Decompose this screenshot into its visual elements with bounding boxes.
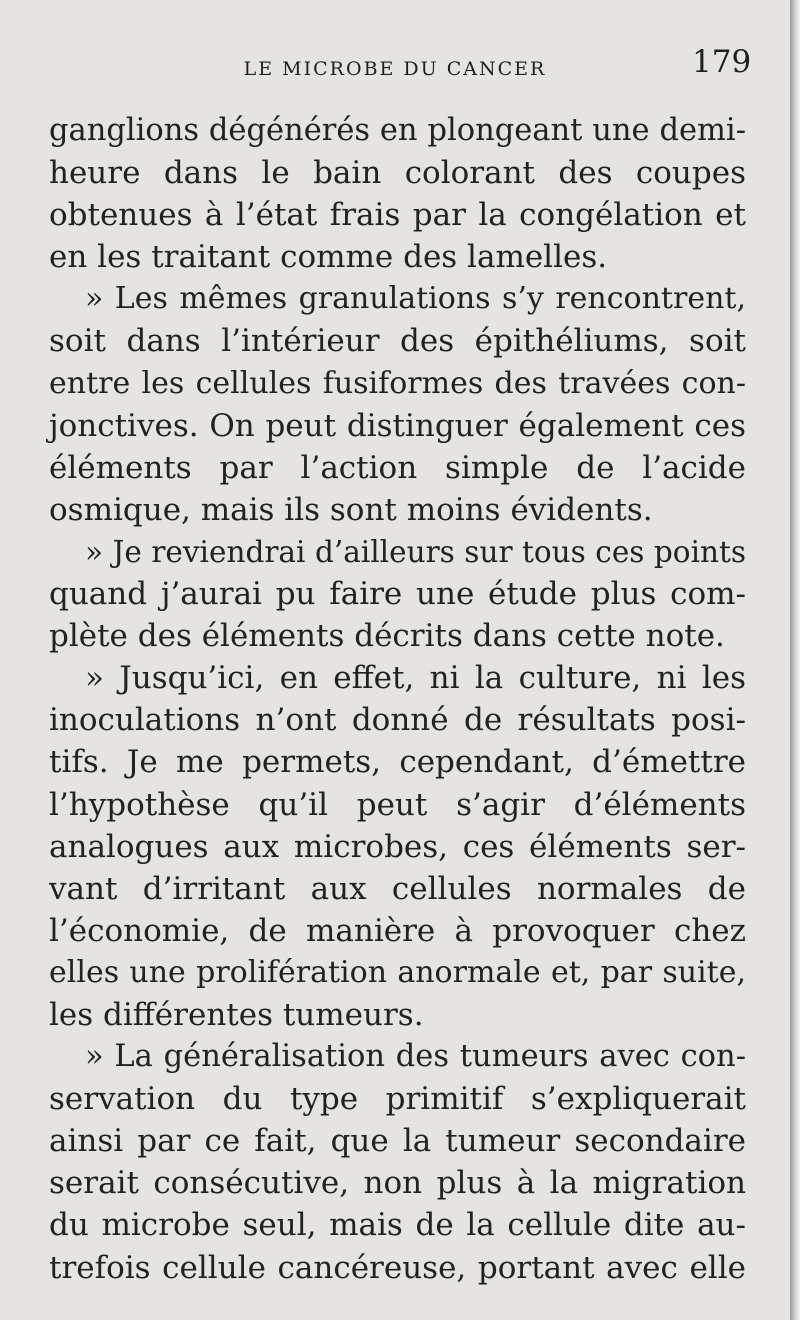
text-line: l’économie, de manière à provoquer chez — [49, 912, 746, 949]
text-line: heure dans le bain colorant des coupes — [49, 155, 746, 192]
text-line: vant d’irritant aux cellules normales de — [49, 870, 746, 907]
text-line: quand j’aurai pu faire une étude plus com- — [49, 576, 746, 613]
text-line: soit dans l’intérieur des épithéliums, soit — [49, 323, 746, 360]
text-line: trefois cellule cancéreuse, portant avec elle — [49, 1249, 746, 1286]
text-line: osmique, mais ils sont moins évidents. — [49, 491, 653, 528]
text-line: inoculations n’ont donné de résultats posi- — [49, 702, 746, 739]
text-line: ganglions dégénérés en plongeant une demi- — [49, 113, 746, 148]
text-line: en les traitant comme des lamelles. — [49, 239, 608, 276]
text-line: l’hypothèse qu’il peut s’agir d’éléments — [49, 786, 746, 823]
body-text — [49, 110, 746, 1289]
text-line: entre les cellules fusiformes des travées con- — [49, 365, 746, 401]
page-number: 179 — [692, 44, 752, 80]
text-line: obtenues à l’état frais par la congélation et — [49, 197, 746, 234]
text-line: analogues aux microbes, ces éléments ser- — [49, 828, 746, 865]
text-line: » La généralisation des tumeurs avec con- — [85, 1039, 746, 1075]
text-line: » Les mêmes granulations s’y rencontrent, — [85, 281, 746, 317]
text-line: tifs. Je me permets, cependant, d’émettre — [49, 744, 746, 781]
text-line: éléments par l’action simple de l’acide — [49, 449, 746, 486]
page-edge-shadow — [790, 0, 800, 1320]
text-line: » Je reviendrai d’ailleurs sur tous ces points — [85, 534, 746, 569]
text-line: du microbe seul, mais de la cellule dite au- — [49, 1207, 746, 1244]
text-line: plète des éléments décrits dans cette note. — [49, 618, 725, 655]
text-line: servation du type primitif s’expliquerait — [49, 1081, 746, 1118]
text-line: jonctives. On peut distinguer également ces — [49, 407, 746, 444]
text-line: elles une prolifération anormale et, par suite, — [49, 954, 746, 990]
text-line: ainsi par ce fait, que la tumeur secondaire — [49, 1123, 746, 1160]
text-line: » Jusqu’ici, en effet, ni la culture, ni les — [85, 660, 746, 697]
text-line: serait consécutive, non plus à la migration — [49, 1165, 746, 1202]
running-title: LE MICROBE DU CANCER — [243, 58, 547, 80]
text-line: les différentes tumeurs. — [49, 996, 424, 1033]
